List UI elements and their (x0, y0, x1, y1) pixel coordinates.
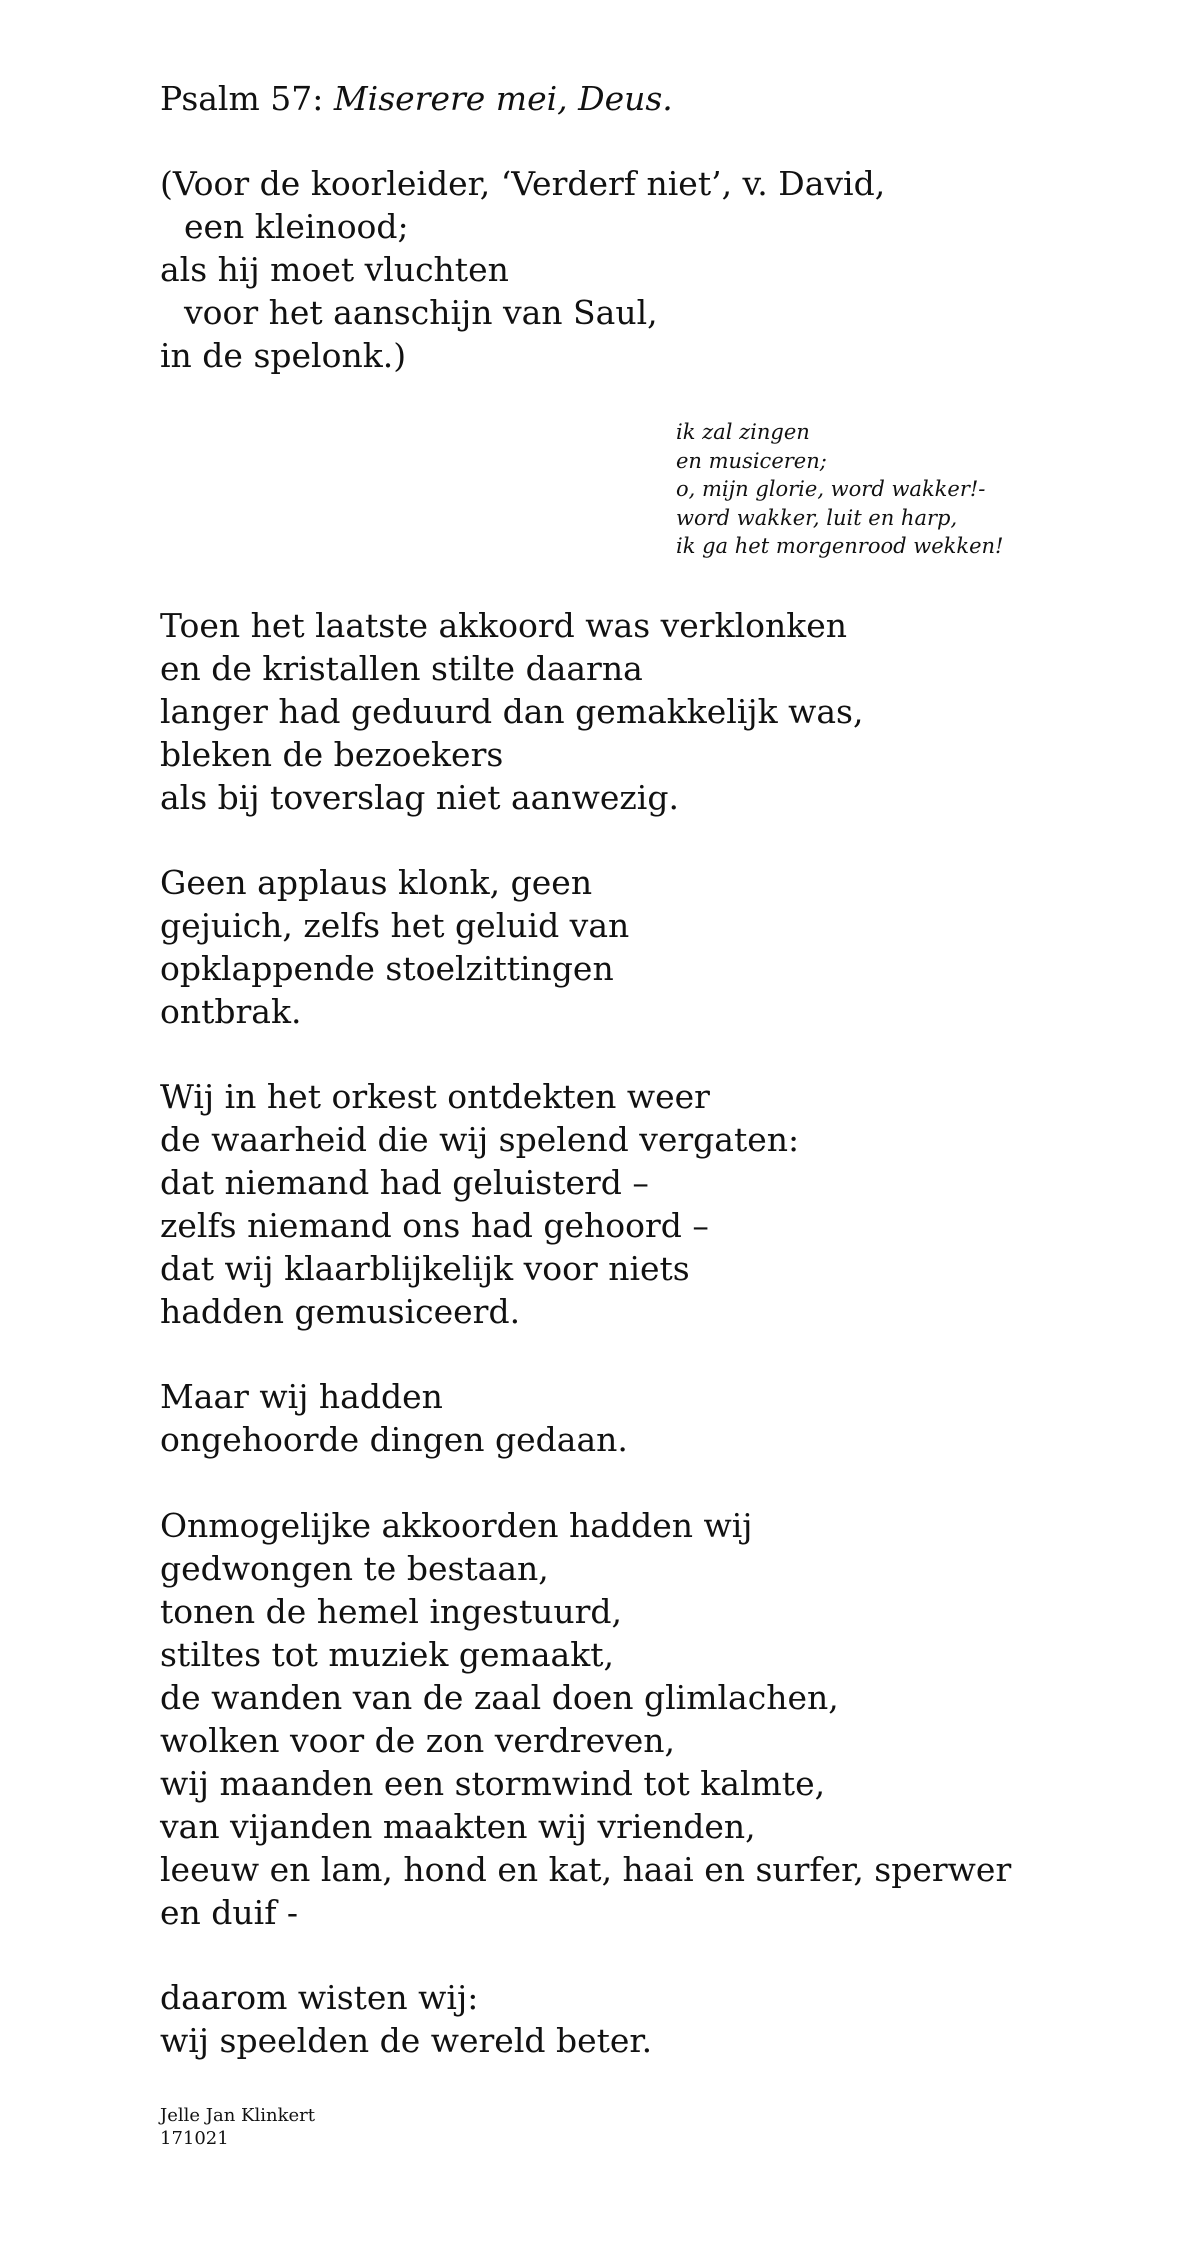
intro-line: een kleinood; (184, 207, 409, 246)
poem-line: wolken voor de zon verdreven, (160, 1721, 676, 1760)
poem-line: leeuw en lam, hond en kat, haai en surfer, sperwer (160, 1850, 1012, 1889)
stanza-1 (160, 604, 863, 819)
poem-title (160, 78, 673, 120)
motto-line: ik ga het morgenrood wekken! (676, 534, 1004, 558)
poem-line: wij speelden de wereld beter. (160, 2021, 653, 2060)
motto-line: o, mijn glorie, word wakker!- (676, 477, 986, 501)
poem-date: 171021 (160, 2128, 229, 2149)
poem-line: en de kristallen stilte daarna (160, 649, 643, 688)
motto-line: en musiceren; (676, 448, 827, 473)
poem-line: gedwongen te bestaan, (160, 1549, 549, 1588)
poem-line: opklappende stoelzittingen (160, 949, 614, 988)
stanza-4 (160, 1375, 628, 1461)
poem-line: de waarheid die wij spelend vergaten: (160, 1120, 800, 1159)
poem-line: Wij in het orkest ontdekten weer (160, 1077, 710, 1116)
intro-line: als hij moet vluchten (160, 250, 509, 289)
poem-line: tonen de hemel ingestuurd, (160, 1592, 622, 1631)
poem-line: langer had geduurd dan gemakkelijk was, (160, 692, 864, 731)
title-latin: Miserere mei, Deus. (333, 79, 673, 118)
poem-line: van vijanden maakten wij vrienden, (160, 1807, 756, 1846)
poem-line: en duif - (160, 1893, 299, 1932)
stanza-3 (160, 1075, 799, 1333)
poem-line: ontbrak. (160, 992, 302, 1031)
poem-line: Onmogelijke akkoorden hadden wij (160, 1506, 753, 1545)
stanza-2 (160, 861, 629, 1033)
poem-line: stiltes tot muziek gemaakt, (160, 1635, 614, 1674)
poem-line: als bij toverslag niet aanwezig. (160, 778, 679, 817)
poem-line: hadden gemusiceerd. (160, 1292, 521, 1331)
poem-line: ongehoorde dingen gedaan. (160, 1420, 628, 1459)
poem-line: wij maanden een stormwind tot kalmte, (160, 1764, 826, 1803)
motto-line: word wakker, luit en harp, (676, 505, 958, 530)
poem-line: Geen applaus klonk, geen (160, 863, 593, 902)
poem-line: zelfs niemand ons had gehoord – (160, 1206, 709, 1245)
poem-line: gejuich, zelfs het geluid van (160, 906, 630, 945)
poem-line: Toen het laatste akkoord was verklonken (160, 606, 848, 645)
stanza-5 (160, 1504, 1011, 1934)
motto-quote (676, 418, 1004, 561)
author-signature (160, 2104, 315, 2150)
intro-line: voor het aanschijn van Saul, (184, 293, 658, 332)
author-name: Jelle Jan Klinkert (160, 2105, 315, 2126)
psalm-superscription (160, 162, 885, 377)
title-prefix: Psalm 57: (160, 79, 334, 118)
poem-line: dat niemand had geluisterd – (160, 1163, 649, 1202)
poem-line: de wanden van de zaal doen glimlachen, (160, 1678, 839, 1717)
stanza-6 (160, 1976, 652, 2062)
motto-line: ik zal zingen (676, 420, 810, 444)
intro-line: (Voor de koorleider, ‘Verderf niet’, v. David, (160, 164, 886, 203)
poem-line: dat wij klaarblijkelijk voor niets (160, 1249, 690, 1288)
poem-line: bleken de bezoekers (160, 735, 504, 774)
intro-line: in de spelonk.) (160, 336, 407, 375)
poem-line: Maar wij hadden (160, 1377, 443, 1416)
poem-line: daarom wisten wij: (160, 1978, 479, 2017)
